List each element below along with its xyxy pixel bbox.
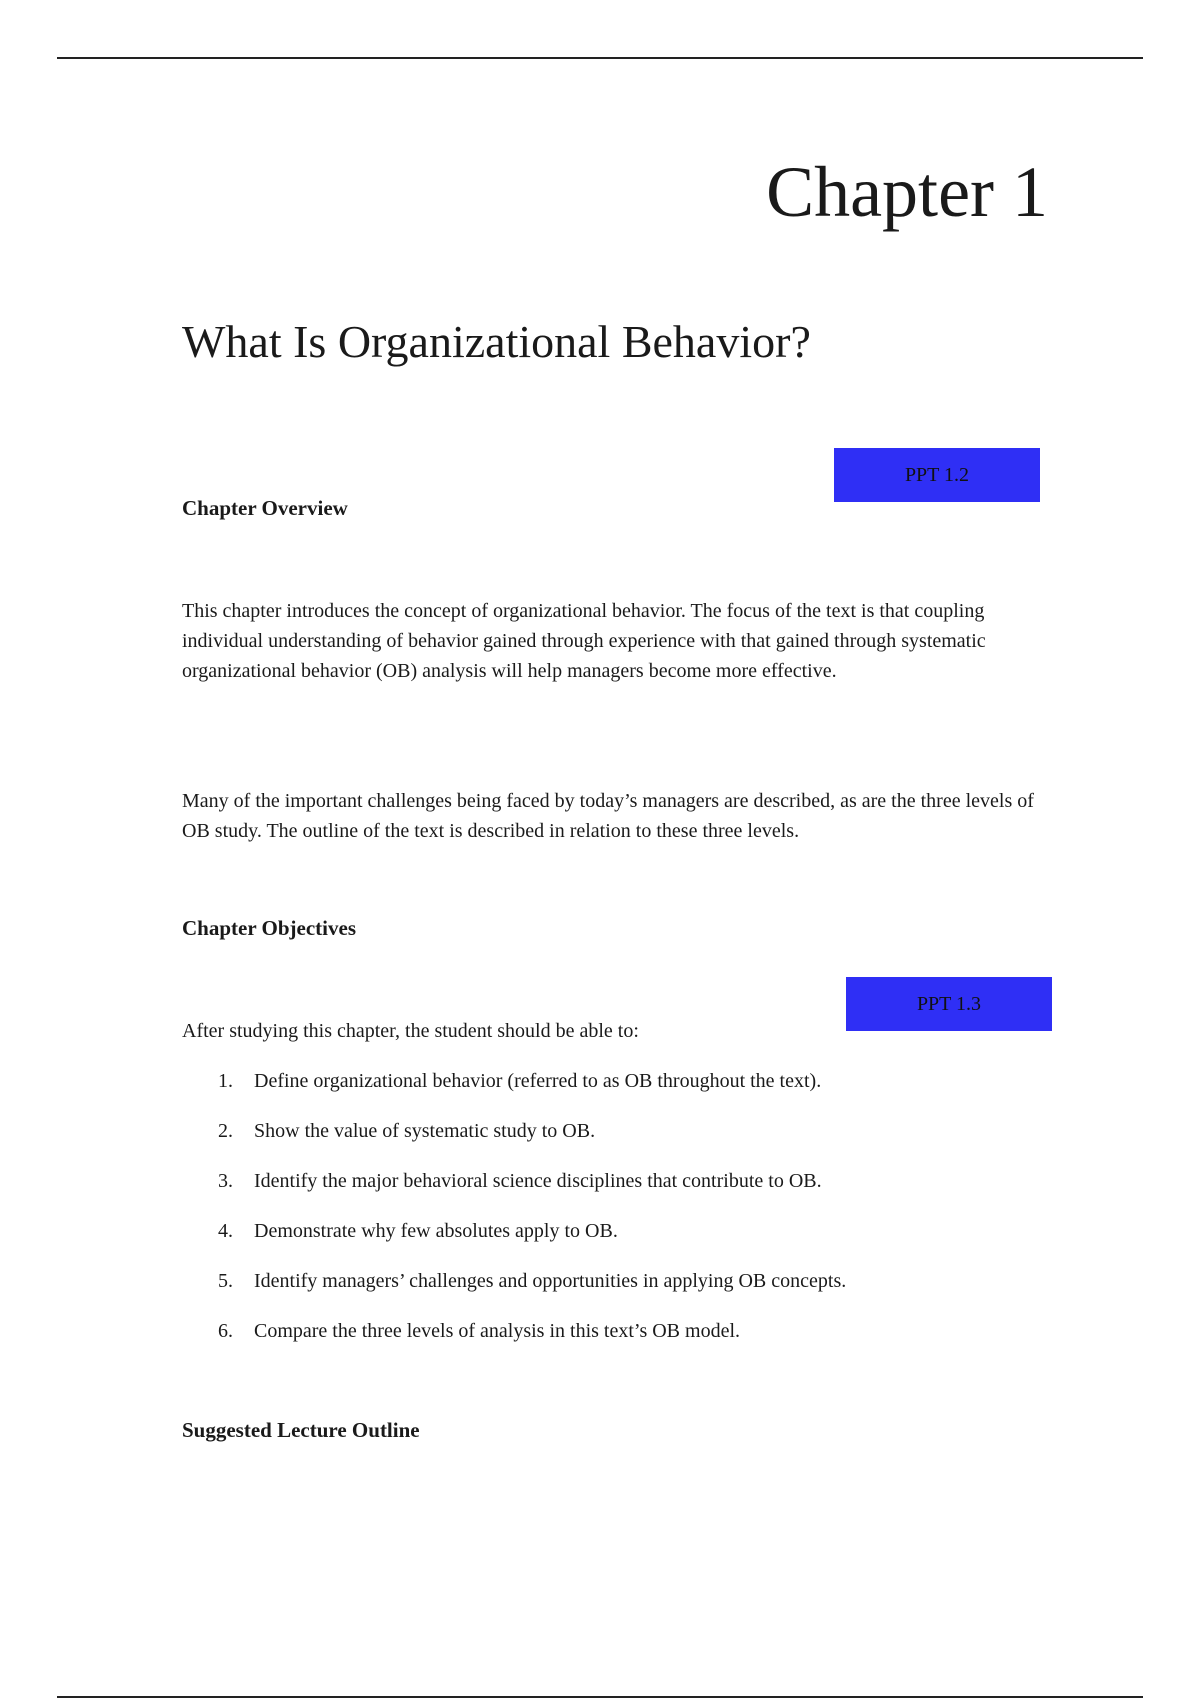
objective-text: Show the value of systematic study to OB. <box>254 1120 596 1142</box>
objective-text: Define organizational behavior (referred to as OB throughout the text). <box>254 1070 822 1092</box>
lecture-outline-heading: Suggested Lecture Outline <box>182 1418 420 1442</box>
chapter-subtitle: What Is Organizational Behavior? <box>182 316 811 367</box>
chapter-overview-heading: Chapter Overview <box>182 496 348 520</box>
overview-paragraph: This chapter introduces the concept of organizational behavior. The focus of the text is that coupling individual understanding of behavior gained through experience with that gained through systematic organizational behavior (OB) analysis will help managers become more effective. <box>182 600 986 682</box>
objective-number: 2. <box>218 1120 233 1142</box>
overview-paragraph: Many of the important challenges being faced by today’s managers are described, as are the three levels of OB study. The outline of the text is described in relation to these three levels. <box>182 790 1034 842</box>
objectives-list <box>182 1066 1082 1366</box>
objective-item <box>182 1216 1082 1266</box>
ppt-slide-label: PPT 1.3 <box>846 977 1052 1031</box>
bottom-rule <box>57 1696 1143 1698</box>
ppt-slide-label: PPT 1.2 <box>834 448 1040 502</box>
objective-text: Compare the three levels of analysis in this text’s OB model. <box>254 1320 741 1342</box>
objective-number: 4. <box>218 1220 233 1242</box>
objective-item <box>182 1066 1082 1116</box>
objective-text: Demonstrate why few absolutes apply to OB. <box>254 1220 618 1242</box>
objective-number: 6. <box>218 1320 233 1342</box>
objective-item <box>182 1166 1082 1216</box>
top-rule <box>57 57 1143 59</box>
objectives-intro: After studying this chapter, the student should be able to: <box>182 1020 639 1042</box>
objective-number: 3. <box>218 1170 233 1192</box>
objective-text: Identify managers’ challenges and opportunities in applying OB concepts. <box>254 1270 847 1292</box>
objective-item <box>182 1116 1082 1166</box>
chapter-objectives-heading: Chapter Objectives <box>182 916 356 940</box>
objective-number: 5. <box>218 1270 233 1292</box>
objective-item <box>182 1266 1082 1316</box>
chapter-title: Chapter 1 <box>766 152 1048 232</box>
objective-text: Identify the major behavioral science disciplines that contribute to OB. <box>254 1170 822 1192</box>
objective-number: 1. <box>218 1070 233 1092</box>
objective-item <box>182 1316 1082 1366</box>
